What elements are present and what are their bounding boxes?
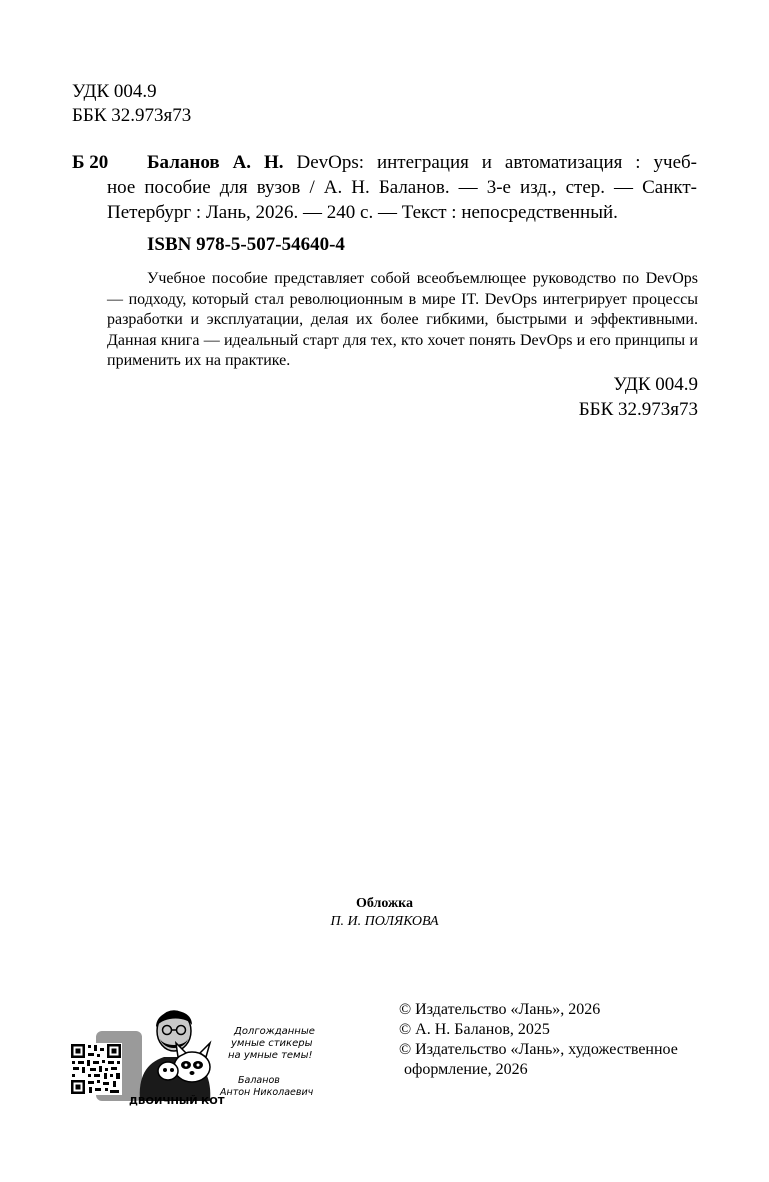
copyright-block xyxy=(399,1000,678,1080)
udk-code: УДК 004.9 xyxy=(72,81,157,102)
copyright-line-2: © А. Н. Баланов, 2025 xyxy=(399,1021,550,1038)
qr-code-icon xyxy=(70,1043,122,1095)
copyright-line-3: © Издательство «Лань», художественное xyxy=(399,1041,678,1058)
title-line-2: ное пособие для вузов / А. Н. Баланов. — 3-е изд., стер. — Санкт- xyxy=(107,177,697,198)
promo-caption-line-3: на умные темы! xyxy=(228,1050,313,1061)
author-mark: Б 20 xyxy=(72,152,109,173)
cover-credit-label: Обложка xyxy=(355,896,414,911)
promo-caption-line-1: Долгожданные xyxy=(234,1026,315,1037)
annotation-text: Учебное пособие представляет собой всеобъемлющее руководство по DevOps — подходу, который стал революционным в мире IT. DevOps интегрирует процессы разработки и эксплуатации, делая их более гибкими, быстрыми и эффективными. Данная книга — идеальный старт для тех, кто хочет понять DevOps и его принципы и применить их на практике. xyxy=(107,270,698,369)
bbk-code-right: ББК 32.973я73 xyxy=(578,399,698,420)
promo-caption-line-2: умные стикеры xyxy=(231,1038,313,1049)
promo-illustration xyxy=(68,997,318,1107)
bbk-code: ББК 32.973я73 xyxy=(72,105,192,126)
promo-sticker-ad xyxy=(68,997,318,1107)
udk-code-right: УДК 004.9 xyxy=(613,374,698,395)
promo-brand: ДВОИЧНЫЙ КОТ xyxy=(129,1096,225,1107)
promo-signature-line-2: Антон Николаевич xyxy=(220,1087,314,1098)
annotation xyxy=(107,269,698,372)
cover-designer-name: П. И. ПОЛЯКОВА xyxy=(330,914,439,929)
title-line-1: DevOps: интеграция и автоматизация : учеб- xyxy=(283,152,698,173)
author-name: Баланов А. Н. xyxy=(147,152,284,173)
isbn: ISBN 978-5-507-54640-4 xyxy=(147,234,345,255)
promo-signature-line-1: Баланов xyxy=(238,1075,280,1086)
udk-block-top xyxy=(72,80,191,128)
title-line-3: Петербург : Лань, 2026. — 240 с. — Текст : непосредственный. xyxy=(107,202,618,223)
copyright-line-4: оформление, 2026 xyxy=(404,1061,528,1078)
copyright-line-1: © Издательство «Лань», 2026 xyxy=(399,1001,601,1018)
bibliographic-record xyxy=(72,150,697,225)
udk-block-right xyxy=(579,372,698,422)
